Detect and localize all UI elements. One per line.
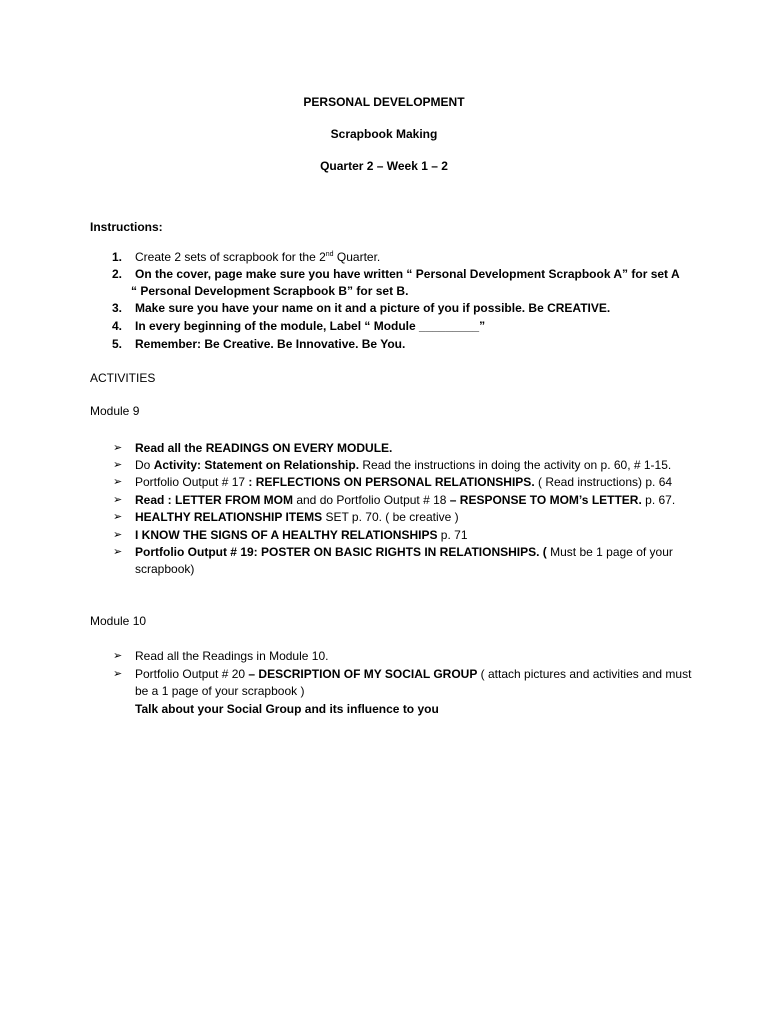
document-subtitle: Scrapbook Making (330, 127, 438, 141)
list-item: Make sure you have your name on it and a picture of you if possible. Be CREATIVE. (135, 301, 611, 315)
list-item: I KNOW THE SIGNS OF A HEALTHY RELATIONSHIPS p. 71 (135, 528, 468, 542)
document-title: PERSONAL DEVELOPMENT (303, 95, 465, 109)
list-number: 4. (112, 319, 123, 333)
arrow-bullet-icon: ➢ (113, 529, 123, 541)
list-item-continuation: be a 1 page of your scrapbook ) (135, 684, 305, 698)
list-item: Read all the READINGS ON EVERY MODULE. (135, 441, 393, 455)
list-item: Portfolio Output # 20 – DESCRIPTION OF MY SOCIAL GROUP ( attach pictures and activities and must (135, 667, 692, 681)
list-item: Portfolio Output # 17 : REFLECTIONS ON PERSONAL RELATIONSHIPS. ( Read instructions) p. 64 (135, 475, 673, 489)
arrow-bullet-icon: ➢ (113, 511, 123, 523)
list-item-continuation: scrapbook) (135, 562, 195, 576)
list-item-note: Talk about your Social Group and its influence to you (135, 702, 439, 716)
arrow-bullet-icon: ➢ (113, 459, 123, 471)
list-item: Create 2 sets of scrapbook for the 2nd Quarter. (135, 250, 381, 264)
activities-heading: ACTIVITIES (90, 371, 156, 385)
instructions-heading: Instructions: (90, 220, 163, 234)
list-number: 1. (112, 250, 123, 264)
list-item: In every beginning of the module, Label “ Module _________” (135, 319, 486, 333)
list-item-continuation: “ Personal Development Scrapbook B” for set B. (131, 284, 409, 298)
arrow-bullet-icon: ➢ (113, 494, 123, 506)
arrow-bullet-icon: ➢ (113, 476, 123, 488)
list-item: Portfolio Output # 19: POSTER ON BASIC RIGHTS IN RELATIONSHIPS. ( Must be 1 page of your (135, 545, 673, 559)
list-number: 5. (112, 337, 123, 351)
list-number: 3. (112, 301, 123, 315)
quarter-week: Quarter 2 – Week 1 – 2 (320, 159, 448, 173)
arrow-bullet-icon: ➢ (113, 650, 123, 662)
list-item: Do Activity: Statement on Relationship. Read the instructions in doing the activity on p. 60, # 1-15. (135, 458, 672, 472)
arrow-bullet-icon: ➢ (113, 546, 123, 558)
list-item: Read all the Readings in Module 10. (135, 649, 329, 663)
list-number: 2. (112, 267, 123, 281)
module-10-heading: Module 10 (90, 614, 147, 628)
arrow-bullet-icon: ➢ (113, 668, 123, 680)
list-item: Read : LETTER FROM MOM and do Portfolio Output # 18 – RESPONSE TO MOM’s LETTER. p. 67. (135, 493, 676, 507)
list-item: On the cover, page make sure you have written “ Personal Development Scrapbook A” for set A (135, 267, 680, 281)
list-item: Remember: Be Creative. Be Innovative. Be You. (135, 337, 406, 351)
arrow-bullet-icon: ➢ (113, 442, 123, 454)
module-9-heading: Module 9 (90, 404, 140, 418)
list-item: HEALTHY RELATIONSHIP ITEMS SET p. 70. ( be creative ) (135, 510, 459, 524)
